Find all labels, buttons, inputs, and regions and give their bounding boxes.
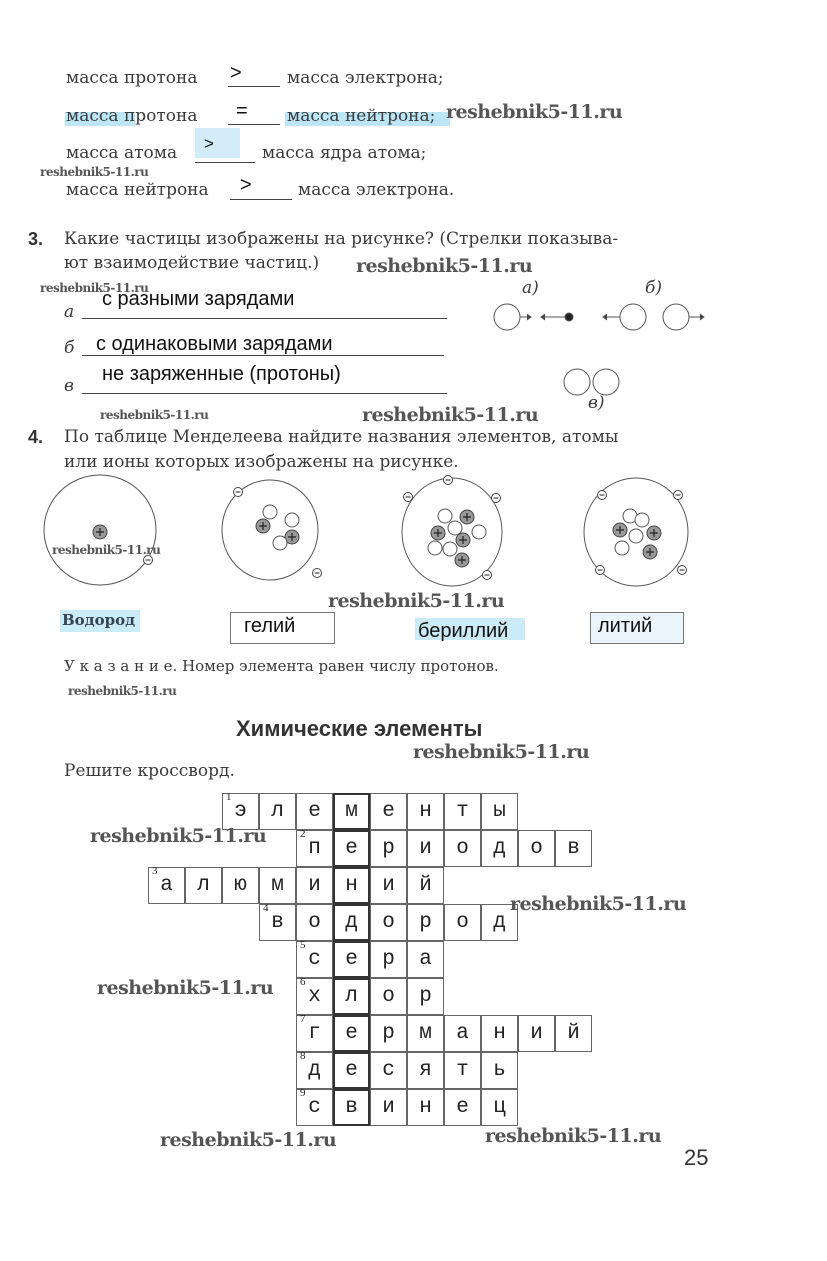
q3-letter-b: б — [64, 338, 75, 358]
q4-text-line1: По таблице Менделеева найдите названия элементов, атомы — [64, 427, 619, 447]
crossword-instruction: Решите кроссворд. — [64, 761, 235, 781]
q3-answer-a: с разными зарядами — [102, 288, 295, 310]
watermark: reshebnik5-11.ru — [40, 281, 149, 295]
section-title: Химические элементы — [236, 716, 483, 741]
q3-letter-a: а — [64, 302, 75, 322]
watermark: reshebnik5-11.ru — [510, 893, 687, 915]
crossword-answer-word: периодов — [308, 837, 605, 860]
q2-line3-right: масса ядра атома; — [262, 143, 427, 163]
watermark: reshebnik5-11.ru — [446, 101, 623, 123]
q2-line1-right: масса электрона; — [287, 68, 444, 88]
q3-text-line2: ют взаимодействие частиц.) — [64, 253, 320, 273]
watermark: reshebnik5-11.ru — [328, 590, 505, 612]
atom-answer-1: Водород — [62, 611, 136, 629]
q2-line1-answer: > — [230, 62, 242, 84]
crossword-answer-word: германий — [308, 1022, 605, 1045]
crossword-answer-word: хлор — [308, 985, 457, 1008]
q2-line4-answer: > — [240, 174, 252, 196]
q2-line4-left: масса нейтрона — [66, 180, 209, 200]
watermark: reshebnik5-11.ru — [40, 165, 149, 179]
atom-answer-2: гелий — [244, 615, 296, 637]
q2-line3-left: масса атома — [66, 143, 178, 163]
atom-answer-3: бериллий — [418, 620, 509, 642]
watermark: reshebnik5-11.ru — [90, 825, 267, 847]
atom-models-figure — [30, 470, 730, 590]
crossword-answer-word: водород — [271, 911, 531, 934]
watermark: reshebnik5-11.ru — [413, 741, 590, 763]
watermark: reshebnik5-11.ru — [362, 404, 539, 426]
crossword-answer-word: алюминий — [160, 874, 457, 897]
crossword-answer-word: элементы — [234, 800, 531, 823]
q2-line4-right: масса электрона. — [298, 180, 455, 200]
crossword-clue-number: 5 — [300, 939, 306, 951]
figure-label-v: в) — [588, 393, 605, 413]
watermark: reshebnik5-11.ru — [485, 1125, 662, 1147]
page-number: 25 — [684, 1145, 709, 1170]
q2-line2-right: масса нейтрона; — [287, 106, 436, 126]
q4-hint: У к а з а н и е. Номер элемента равен числу протонов. — [64, 657, 499, 675]
crossword-clue-number: 7 — [300, 1013, 306, 1025]
watermark: reshebnik5-11.ru — [97, 977, 274, 999]
crossword-clue-number: 3 — [152, 865, 158, 877]
q3-letter-v: в — [64, 376, 74, 396]
q3-number: 3. — [28, 229, 44, 249]
crossword-clue-number: 2 — [300, 828, 306, 840]
crossword-answer-word: десять — [308, 1059, 531, 1082]
crossword-clue-number: 4 — [263, 902, 269, 914]
q4-text-line2: или ионы которых изображены на рисунке. — [64, 452, 459, 472]
figure-label-a: а) — [522, 278, 539, 298]
q2-line1-left: масса протона — [66, 68, 198, 88]
watermark: reshebnik5-11.ru — [52, 543, 161, 557]
q3-answer-v: не заряженные (протоны) — [102, 363, 341, 385]
watermark: reshebnik5-11.ru — [68, 684, 177, 698]
q3-answer-b: с одинаковыми зарядами — [96, 333, 333, 355]
crossword-clue-number: 6 — [300, 976, 306, 988]
atom-answer-4: литий — [598, 615, 653, 637]
crossword-clue-number: 9 — [300, 1087, 306, 1099]
q2-line3-answer: > — [204, 134, 214, 153]
crossword-answer-word: сера — [308, 948, 457, 971]
q2-line2-left: масса протона — [66, 106, 198, 126]
figure-label-b: б) — [645, 278, 663, 298]
crossword-answer-word: свинец — [308, 1096, 531, 1119]
particle-interaction-figure — [480, 295, 720, 415]
q3-text-line1: Какие частицы изображены на рисунке? (Стрелки показыва- — [64, 229, 619, 249]
crossword-clue-number: 8 — [300, 1050, 306, 1062]
crossword-clue-number: 1 — [226, 791, 232, 803]
q4-number: 4. — [28, 427, 44, 447]
watermark: reshebnik5-11.ru — [356, 255, 533, 277]
watermark: reshebnik5-11.ru — [160, 1129, 337, 1151]
watermark: reshebnik5-11.ru — [100, 408, 209, 422]
q2-line2-answer: = — [236, 100, 248, 122]
